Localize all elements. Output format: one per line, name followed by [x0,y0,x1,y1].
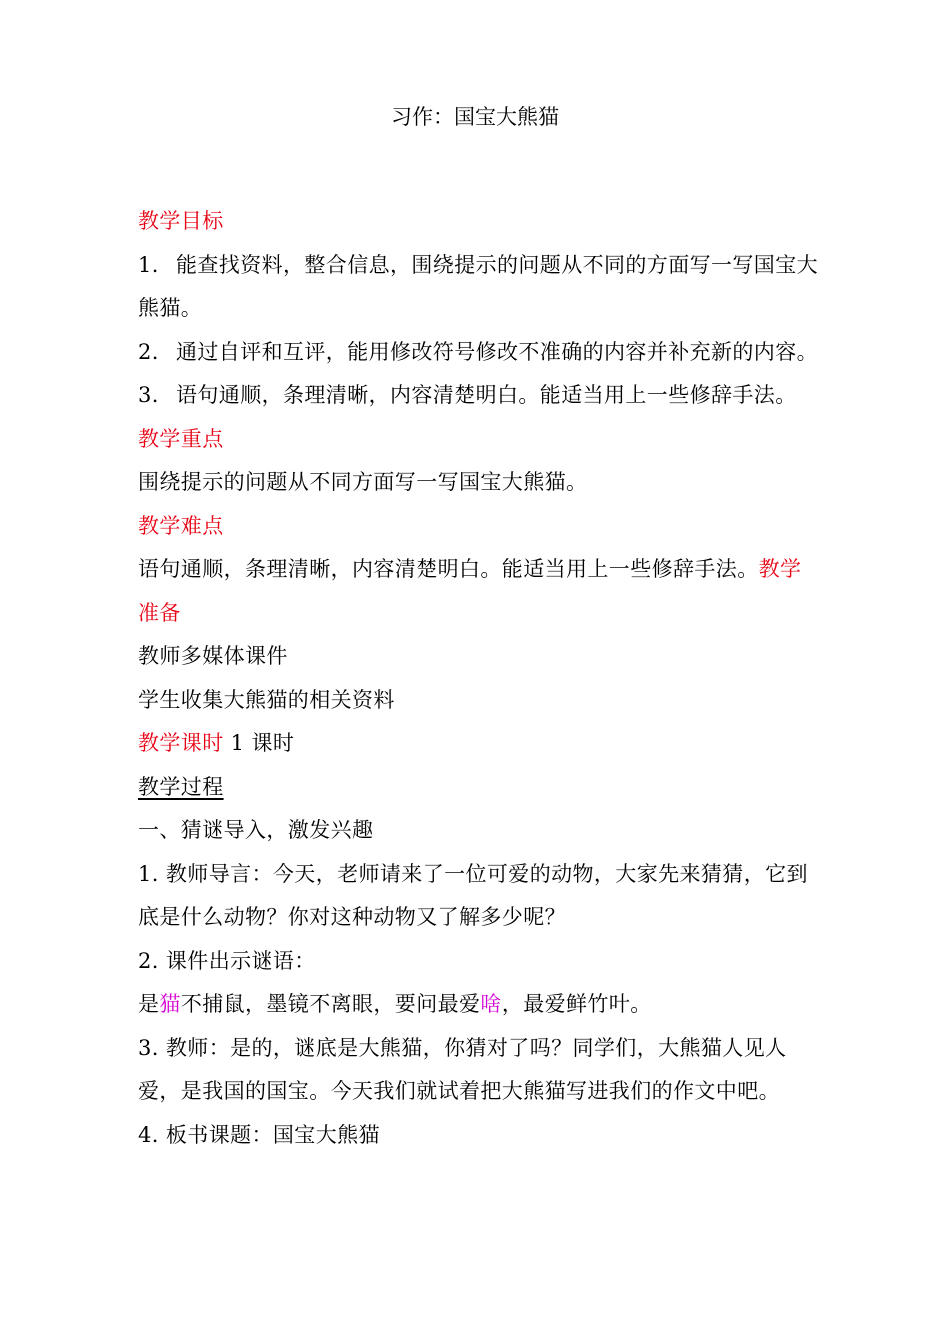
goal-text-2: 通过自评和互评，能用修改符号修改不准确的内容并补充新的内容。 [176,339,818,364]
riddle-part-2: 不捕鼠，墨镜不离眼，要问最爱 [180,992,481,1016]
document-body [138,200,818,1157]
prep-item-1: 教师多媒体课件 [138,644,288,668]
riddle-part-3: ，最爱鲜竹叶。 [501,992,652,1016]
riddle-highlight-2: 啥 [480,992,502,1016]
step1-item-4: 4. 板书课题：国宝大熊猫 [138,1122,380,1147]
hours-text: 1 课时 [223,731,295,755]
step1-item-3: 3. 教师：是的，谜底是大熊猫，你猜对了吗？同学们，大熊猫人见人爱，是我国的国宝。今天我们就试着把大熊猫写进我们的作文中吧。 [138,1035,787,1103]
goal-text-3: 语句通顺，条理清晰，内容清楚明白。能适当用上一些修辞手法。 [176,383,797,407]
process-heading: 教学过程 [138,774,224,799]
prep-heading: 教学准备 [138,557,802,625]
goals-heading: 教学目标 [138,209,224,233]
focus-text: 围绕提示的问题从不同方面写一写国宝大熊猫。 [138,470,588,494]
riddle-part-1: 是 [138,992,160,1016]
difficulty-heading: 教学难点 [138,513,224,538]
step1-item-1: 1. 教师导言：今天，老师请来了一位可爱的动物，大家先来猜猜，它到底是什么动物？你对这种动物又了解多少呢？ [138,861,808,929]
goal-item-1 [138,244,818,331]
goal-item-3 [138,374,818,418]
goal-item-2 [138,331,818,375]
riddle-highlight-1: 猫 [159,992,181,1016]
focus-heading: 教学重点 [138,426,224,451]
step1-heading: 一、猜谜导入，激发兴趣 [138,818,374,842]
prep-item-2: 学生收集大熊猫的相关资料 [138,687,395,712]
step1-item-2: 2. 课件出示谜语： [138,948,316,973]
hours-line [138,722,818,766]
hours-heading: 教学课时 [138,731,224,755]
difficulty-paragraph [138,548,818,635]
goal-number-3: 3. [138,383,159,407]
goal-text-1: 能查找资料，整合信息，围绕提示的问题从不同的方面写一写国宝大熊猫。 [138,252,818,320]
process-heading-line [138,766,818,810]
document-title: 习作：国宝大熊猫 [391,105,559,129]
goal-number-2: 2. [138,339,159,364]
difficulty-text: 语句通顺，条理清晰，内容清楚明白。能适当用上一些修辞手法。 [138,557,759,581]
riddle-line [138,983,818,1027]
goal-number-1: 1. [138,252,159,277]
